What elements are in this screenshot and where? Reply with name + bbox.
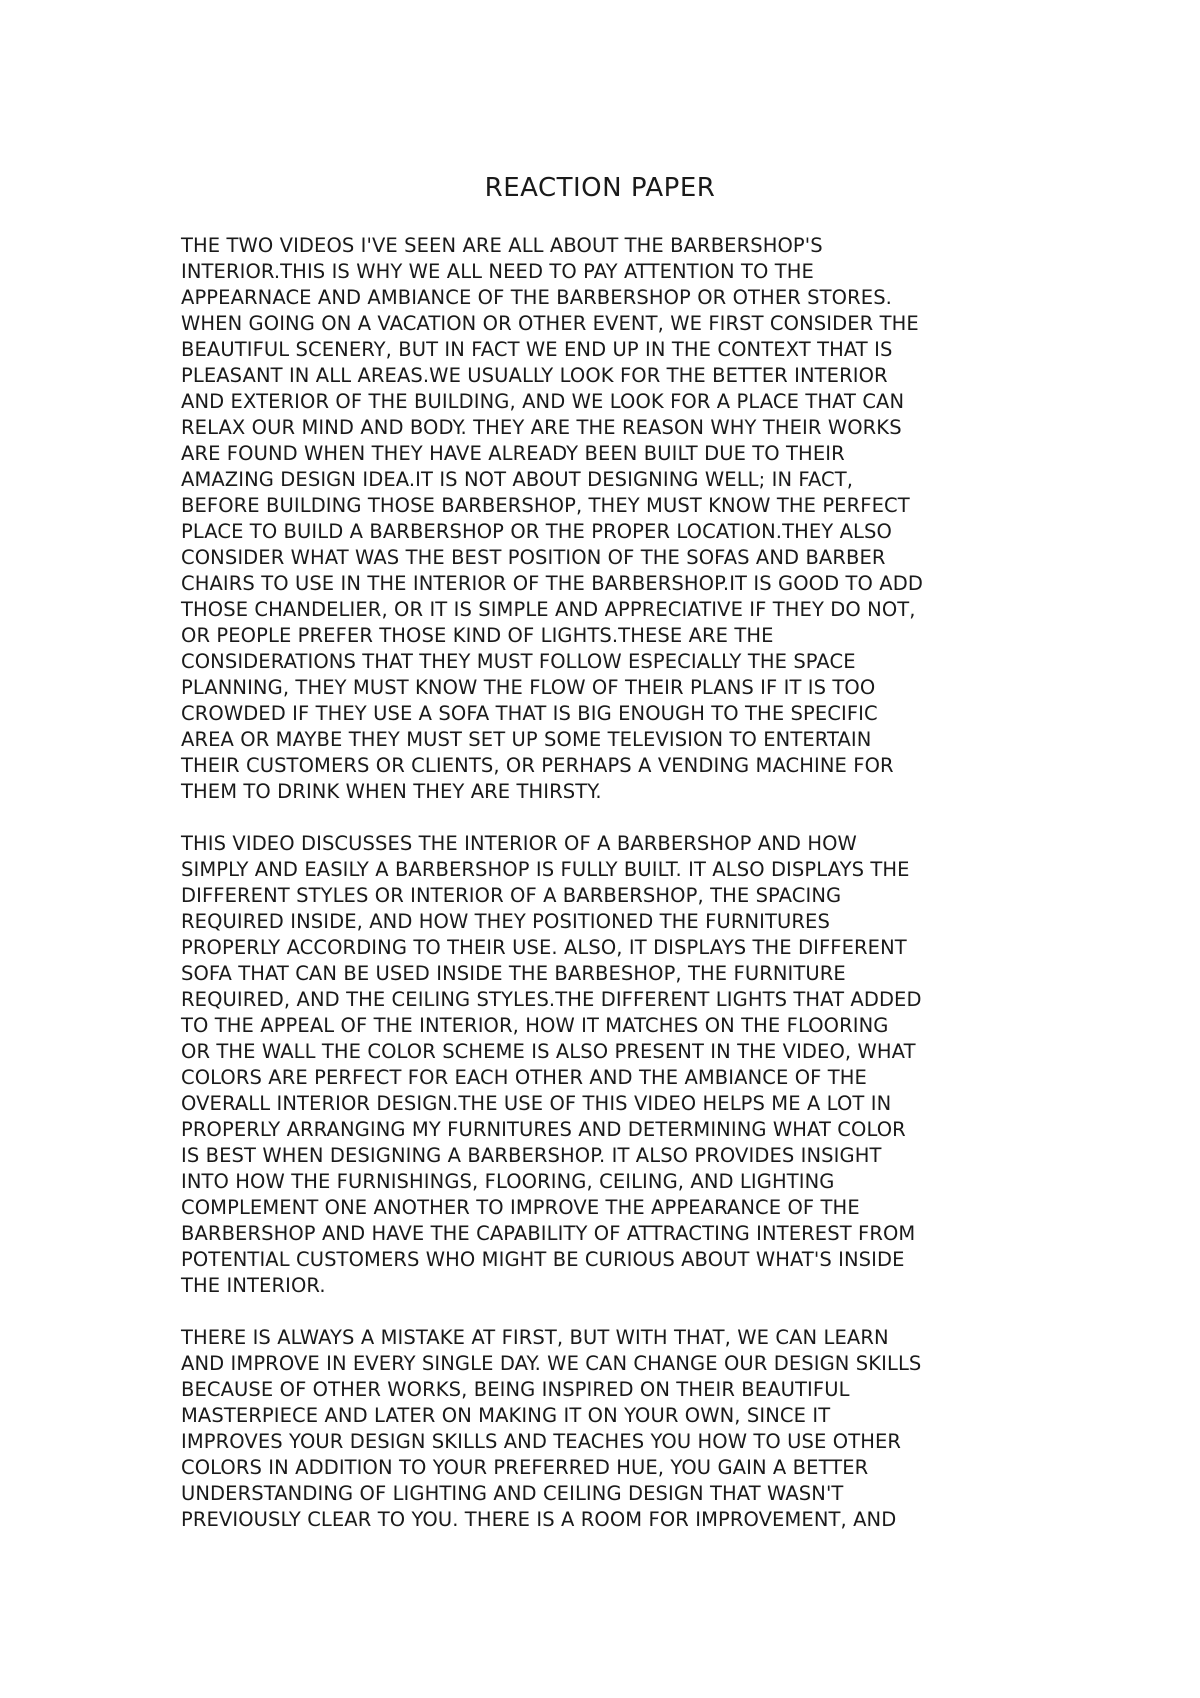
text-line: AND EXTERIOR OF THE BUILDING, AND WE LOOK FOR A PLACE THAT CAN — [181, 390, 905, 413]
text-line: REQUIRED INSIDE, AND HOW THEY POSITIONED THE FURNITURES — [181, 910, 830, 933]
text-line: IS BEST WHEN DESIGNING A BARBERSHOP. IT ALSO PROVIDES INSIGHT — [181, 1144, 882, 1167]
text-line: THIS VIDEO DISCUSSES THE INTERIOR OF A BARBERSHOP AND HOW — [181, 832, 857, 855]
text-line: OR THE WALL THE COLOR SCHEME IS ALSO PRESENT IN THE VIDEO, WHAT — [181, 1040, 916, 1063]
text-line: THOSE CHANDELIER, OR IT IS SIMPLE AND APPRECIATIVE IF THEY DO NOT, — [181, 598, 916, 621]
text-line: PLEASANT IN ALL AREAS.WE USUALLY LOOK FOR THE BETTER INTERIOR — [181, 364, 888, 387]
text-line: POTENTIAL CUSTOMERS WHO MIGHT BE CURIOUS ABOUT WHAT'S INSIDE — [181, 1248, 905, 1271]
text-line: CROWDED IF THEY USE A SOFA THAT IS BIG ENOUGH TO THE SPECIFIC — [181, 702, 878, 725]
text-line: THEIR CUSTOMERS OR CLIENTS, OR PERHAPS A VENDING MACHINE FOR — [181, 754, 894, 777]
text-line: CONSIDERATIONS THAT THEY MUST FOLLOW ESPECIALLY THE SPACE — [181, 650, 856, 673]
text-line: ARE FOUND WHEN THEY HAVE ALREADY BEEN BUILT DUE TO THEIR — [181, 442, 845, 465]
text-line: AREA OR MAYBE THEY MUST SET UP SOME TELEVISION TO ENTERTAIN — [181, 728, 872, 751]
text-line: RELAX OUR MIND AND BODY. THEY ARE THE REASON WHY THEIR WORKS — [181, 416, 902, 439]
text-line: WHEN GOING ON A VACATION OR OTHER EVENT, WE FIRST CONSIDER THE — [181, 312, 919, 335]
text-line: COMPLEMENT ONE ANOTHER TO IMPROVE THE APPEARANCE OF THE — [181, 1196, 860, 1219]
document-body — [181, 233, 1031, 1559]
text-line: THEM TO DRINK WHEN THEY ARE THIRSTY. — [181, 780, 602, 803]
text-line: BEAUTIFUL SCENERY, BUT IN FACT WE END UP IN THE CONTEXT THAT IS — [181, 338, 893, 361]
text-line: THERE IS ALWAYS A MISTAKE AT FIRST, BUT WITH THAT, WE CAN LEARN — [181, 1326, 889, 1349]
text-line: CHAIRS TO USE IN THE INTERIOR OF THE BARBERSHOP.IT IS GOOD TO ADD — [181, 572, 923, 595]
text-line: IMPROVES YOUR DESIGN SKILLS AND TEACHES YOU HOW TO USE OTHER — [181, 1430, 902, 1453]
text-line: SOFA THAT CAN BE USED INSIDE THE BARBESHOP, THE FURNITURE — [181, 962, 846, 985]
paragraph-1 — [181, 233, 1031, 805]
text-line: SIMPLY AND EASILY A BARBERSHOP IS FULLY BUILT. IT ALSO DISPLAYS THE — [181, 858, 910, 881]
text-line: COLORS ARE PERFECT FOR EACH OTHER AND THE AMBIANCE OF THE — [181, 1066, 867, 1089]
text-line: OVERALL INTERIOR DESIGN.THE USE OF THIS VIDEO HELPS ME A LOT IN — [181, 1092, 892, 1115]
text-line: BEFORE BUILDING THOSE BARBERSHOP, THEY MUST KNOW THE PERFECT — [181, 494, 910, 517]
text-line: APPEARNACE AND AMBIANCE OF THE BARBERSHOP OR OTHER STORES. — [181, 286, 892, 309]
text-line: PROPERLY ARRANGING MY FURNITURES AND DETERMINING WHAT COLOR — [181, 1118, 906, 1141]
text-line: THE TWO VIDEOS I'VE SEEN ARE ALL ABOUT THE BARBERSHOP'S — [181, 234, 823, 257]
text-line: BECAUSE OF OTHER WORKS, BEING INSPIRED ON THEIR BEAUTIFUL — [181, 1378, 850, 1401]
text-line: MASTERPIECE AND LATER ON MAKING IT ON YOUR OWN, SINCE IT — [181, 1404, 831, 1427]
paragraph-3 — [181, 1325, 1031, 1533]
text-line: CONSIDER WHAT WAS THE BEST POSITION OF THE SOFAS AND BARBER — [181, 546, 886, 569]
text-line: INTO HOW THE FURNISHINGS, FLOORING, CEILING, AND LIGHTING — [181, 1170, 835, 1193]
text-line: PREVIOUSLY CLEAR TO YOU. THERE IS A ROOM FOR IMPROVEMENT, AND — [181, 1508, 897, 1531]
text-line: PLACE TO BUILD A BARBERSHOP OR THE PROPER LOCATION.THEY ALSO — [181, 520, 892, 543]
text-line: DIFFERENT STYLES OR INTERIOR OF A BARBERSHOP, THE SPACING — [181, 884, 842, 907]
text-line: THE INTERIOR. — [181, 1274, 326, 1297]
text-line: TO THE APPEAL OF THE INTERIOR, HOW IT MATCHES ON THE FLOORING — [181, 1014, 889, 1037]
text-line: UNDERSTANDING OF LIGHTING AND CEILING DESIGN THAT WASN'T — [181, 1482, 844, 1505]
text-line: PLANNING, THEY MUST KNOW THE FLOW OF THEIR PLANS IF IT IS TOO — [181, 676, 876, 699]
text-line: PROPERLY ACCORDING TO THEIR USE. ALSO, IT DISPLAYS THE DIFFERENT — [181, 936, 907, 959]
text-line: REQUIRED, AND THE CEILING STYLES.THE DIFFERENT LIGHTS THAT ADDED — [181, 988, 922, 1011]
page-title: REACTION PAPER — [484, 173, 716, 203]
text-line: OR PEOPLE PREFER THOSE KIND OF LIGHTS.THESE ARE THE — [181, 624, 774, 647]
text-line: INTERIOR.THIS IS WHY WE ALL NEED TO PAY ATTENTION TO THE — [181, 260, 814, 283]
text-line: AMAZING DESIGN IDEA.IT IS NOT ABOUT DESIGNING WELL; IN FACT, — [181, 468, 854, 491]
paragraph-2 — [181, 831, 1031, 1299]
text-line: AND IMPROVE IN EVERY SINGLE DAY. WE CAN CHANGE OUR DESIGN SKILLS — [181, 1352, 922, 1375]
text-line: COLORS IN ADDITION TO YOUR PREFERRED HUE, YOU GAIN A BETTER — [181, 1456, 869, 1479]
text-line: BARBERSHOP AND HAVE THE CAPABILITY OF ATTRACTING INTEREST FROM — [181, 1222, 916, 1245]
